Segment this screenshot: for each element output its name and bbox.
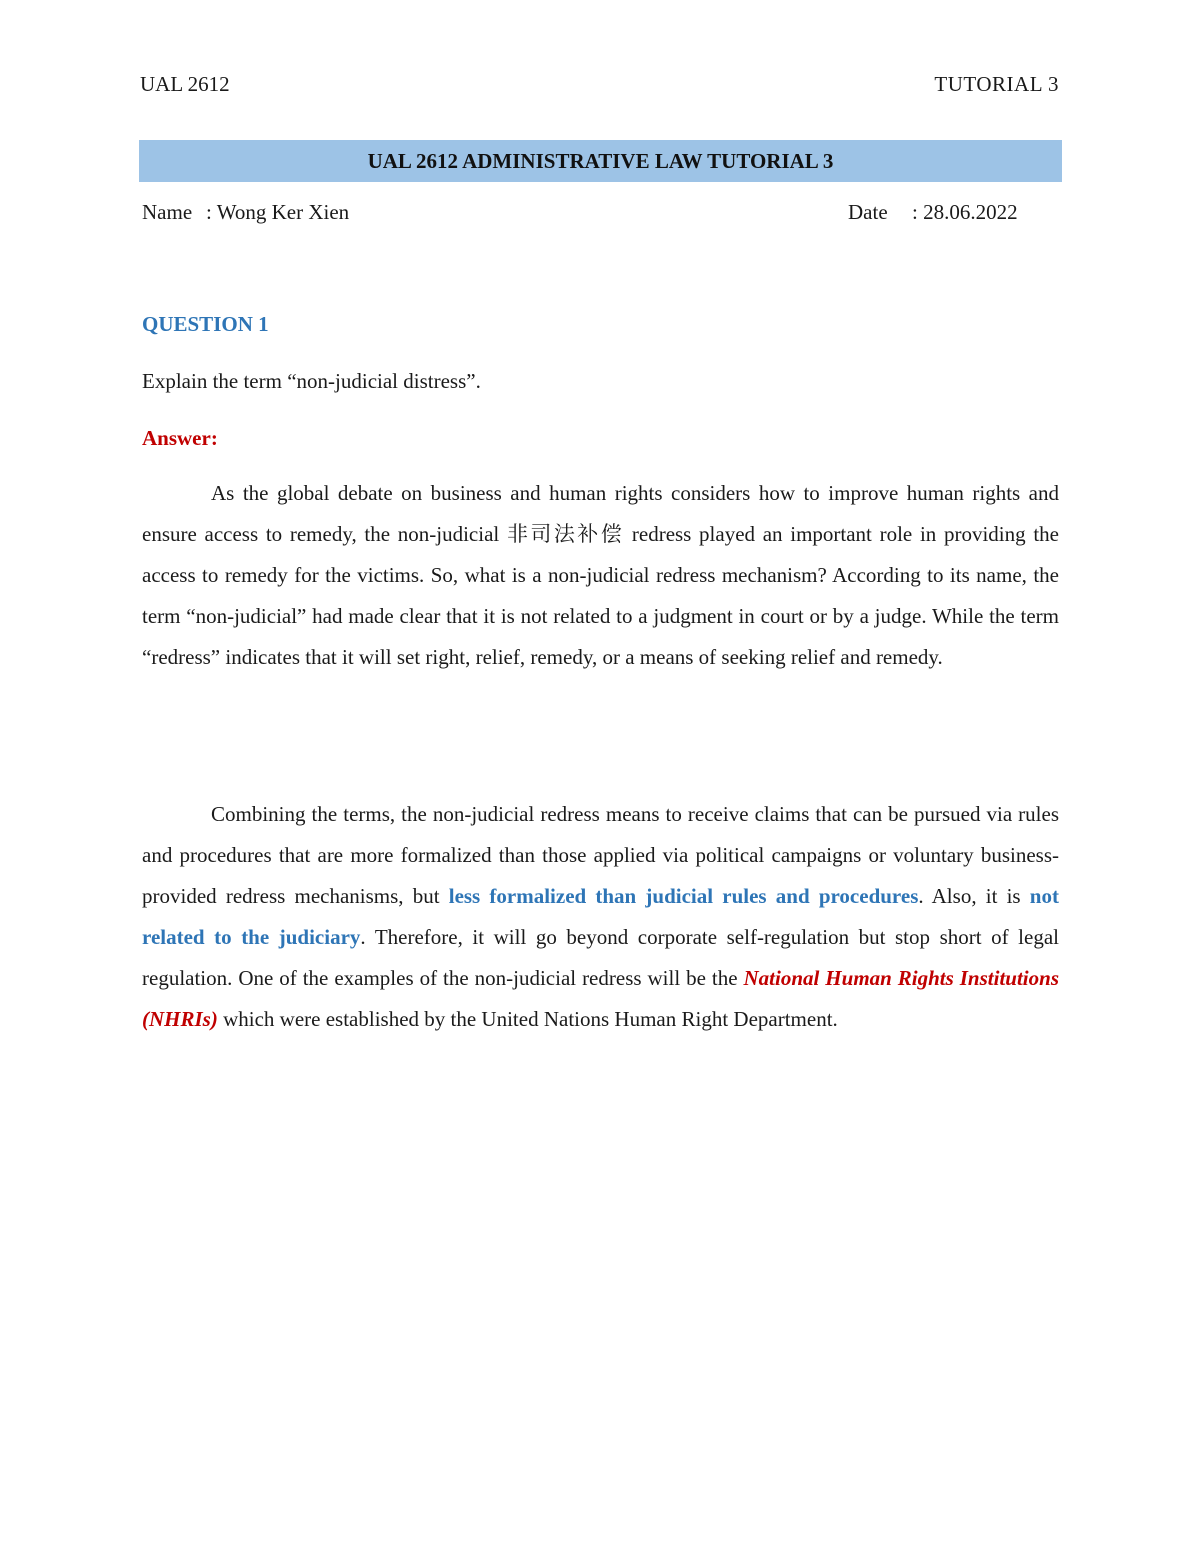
question-heading: QUESTION 1 bbox=[142, 312, 269, 336]
answer-paragraph-1: As the global debate on business and human rights considers how to improve human rights and ensure access to remedy, the non-judicial 非司法补偿 redress played an important role in providing the access to remedy for the victims. So, what is a non-judicial redress mechanism? According to its name, the term “non-judicial” had made clear that it is not related to a judgment in court or by a judge. While the term “redress” indicates that it will set right, relief, remedy, or a means of seeking relief and remedy. bbox=[142, 481, 1059, 669]
header-tutorial-label: TUTORIAL 3 bbox=[934, 72, 1059, 96]
document-title: UAL 2612 ADMINISTRATIVE LAW TUTORIAL 3 bbox=[139, 140, 1062, 182]
paragraph-2-text-4: which were established by the United Nations Human Right Department. bbox=[217, 1007, 838, 1031]
answer-heading: Answer: bbox=[142, 426, 218, 450]
highlight-less-formalized: less formalized than judicial rules and procedures bbox=[448, 884, 919, 908]
question-text: Explain the term “non-judicial distress”. bbox=[142, 369, 481, 393]
paragraph-2-text-3: . Therefore, it will go beyond corporate self-regulation but stop short of legal regulation. One of the examples of the non-judicial redress will be the bbox=[142, 925, 1059, 990]
date-value: : 28.06.2022 bbox=[912, 200, 1018, 224]
date-label: Date bbox=[848, 200, 888, 224]
highlight-not-judiciary: not related to the judiciary bbox=[142, 884, 1059, 949]
highlight-nhris: National Human Rights Institutions (NHRIs) bbox=[142, 966, 1059, 1031]
student-name-row bbox=[142, 200, 349, 225]
answer-paragraph-2 bbox=[142, 794, 1059, 1040]
name-value: : Wong Ker Xien bbox=[206, 200, 350, 224]
paragraph-2-text-1: Combining the terms, the non-judicial redress means to receive claims that can be pursued via rules and procedures that are more formalized than those applied via political campaigns or voluntary business-provided redress mechanisms, but bbox=[142, 802, 1059, 908]
header-course-code: UAL 2612 bbox=[140, 72, 230, 96]
date-row bbox=[848, 200, 1018, 225]
name-label: Name bbox=[142, 200, 193, 224]
paragraph-2-text-2: . Also, it is bbox=[918, 884, 1030, 908]
